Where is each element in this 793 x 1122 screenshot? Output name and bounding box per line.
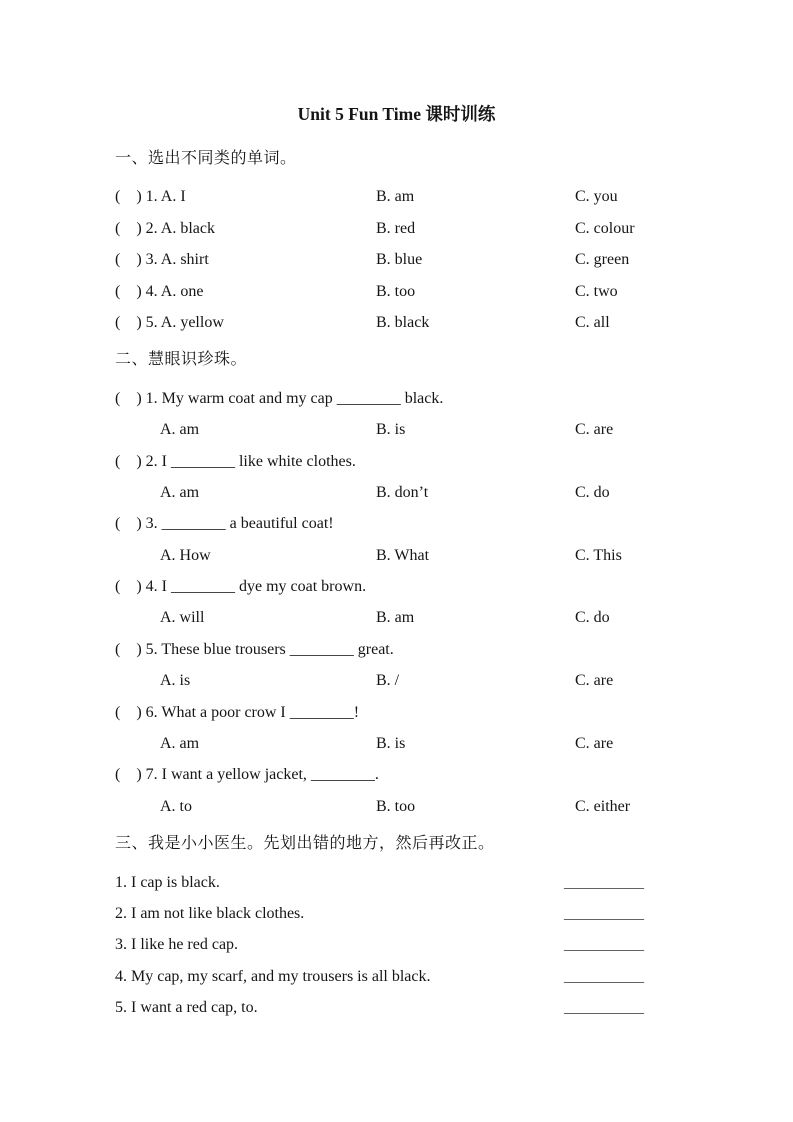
section-one <box>115 143 644 338</box>
choice-row <box>115 307 644 338</box>
option-a: ( ) 5. A. yellow <box>115 313 224 331</box>
option-b: B. blue <box>376 251 423 269</box>
answer-blank-line: __________ <box>564 904 644 922</box>
answer-blank-line: __________ <box>564 873 644 891</box>
section-three <box>115 828 644 1023</box>
choice-row <box>115 181 644 212</box>
choice-row <box>115 276 644 307</box>
option-a: ( ) 1. A. I <box>115 188 186 206</box>
sentence-text: 5. I want a red cap, to. <box>115 999 258 1017</box>
correction-row <box>115 929 644 960</box>
sentence-text: 3. I like he red cap. <box>115 936 239 954</box>
option-c: C. do <box>575 609 610 627</box>
question-line: ( ) 5. These blue trousers ________ great. <box>115 640 394 658</box>
option-a: ( ) 3. A. shirt <box>115 251 209 269</box>
option-b: B. red <box>376 219 416 237</box>
option-b: B. am <box>376 188 415 206</box>
sentence-text: 4. My cap, my scarf, and my trousers is all black. <box>115 967 431 985</box>
option-b: B. What <box>376 546 430 564</box>
section-two <box>115 344 644 822</box>
sentence-text: 1. I cap is black. <box>115 873 220 891</box>
option-b: B. am <box>376 609 415 627</box>
sentence-text: 2. I am not like black clothes. <box>115 904 305 922</box>
option-c: C. green <box>575 251 630 269</box>
correction-row <box>115 961 644 992</box>
option-b: B. / <box>376 672 400 690</box>
option-a: A. am <box>160 421 200 439</box>
worksheet-content <box>115 143 644 1024</box>
choice-row <box>115 213 644 244</box>
option-a: A. am <box>160 735 200 753</box>
options-row <box>115 791 644 822</box>
correction-row <box>115 992 644 1023</box>
section-three-heading: 三、我是小小医生。先划出错的地方，然后再改正。 <box>115 835 495 853</box>
option-a: A. to <box>160 797 192 815</box>
option-c: C. either <box>575 797 631 815</box>
option-c: C. are <box>575 421 614 439</box>
option-c: C. are <box>575 672 614 690</box>
question-line: ( ) 1. My warm coat and my cap ________ black. <box>115 389 444 407</box>
option-c: C. colour <box>575 219 635 237</box>
question-line: ( ) 6. What a poor crow I ________! <box>115 703 360 721</box>
options-row <box>115 540 644 571</box>
choice-row <box>115 244 644 275</box>
option-c: C. you <box>575 188 618 206</box>
option-c: C. two <box>575 282 618 300</box>
section-two-heading: 二、慧眼识珍珠。 <box>115 351 248 369</box>
question-line: ( ) 4. I ________ dye my coat brown. <box>115 578 367 596</box>
option-a: A. will <box>160 609 205 627</box>
page-title: Unit 5 Fun Time 课时训练 <box>297 104 496 124</box>
option-a: A. am <box>160 483 200 501</box>
section-one-heading: 一、选出不同类的单词。 <box>115 150 297 167</box>
options-row <box>115 728 644 759</box>
option-a: ( ) 2. A. black <box>115 219 215 237</box>
option-c: C. This <box>575 546 622 564</box>
option-b: B. is <box>376 735 406 753</box>
question-line: ( ) 2. I ________ like white clothes. <box>115 452 356 470</box>
option-b: B. black <box>376 313 430 331</box>
correction-row <box>115 898 644 929</box>
answer-blank-line: __________ <box>564 936 644 954</box>
option-b: B. is <box>376 421 406 439</box>
options-row <box>115 414 644 445</box>
option-c: C. do <box>575 483 610 501</box>
option-b: B. don’t <box>376 483 429 501</box>
option-c: C. are <box>575 735 614 753</box>
options-row <box>115 477 644 508</box>
answer-blank-line: __________ <box>564 999 644 1017</box>
question-line: ( ) 3. ________ a beautiful coat! <box>115 515 334 533</box>
option-a: A. is <box>160 672 191 690</box>
options-row <box>115 602 644 633</box>
option-a: ( ) 4. A. one <box>115 282 204 300</box>
options-row <box>115 665 644 696</box>
question-line: ( ) 7. I want a yellow jacket, ________. <box>115 766 379 784</box>
option-c: C. all <box>575 313 610 331</box>
option-b: B. too <box>376 797 416 815</box>
correction-row <box>115 867 644 898</box>
answer-blank-line: __________ <box>564 967 644 985</box>
option-b: B. too <box>376 282 416 300</box>
option-a: A. How <box>160 546 211 564</box>
